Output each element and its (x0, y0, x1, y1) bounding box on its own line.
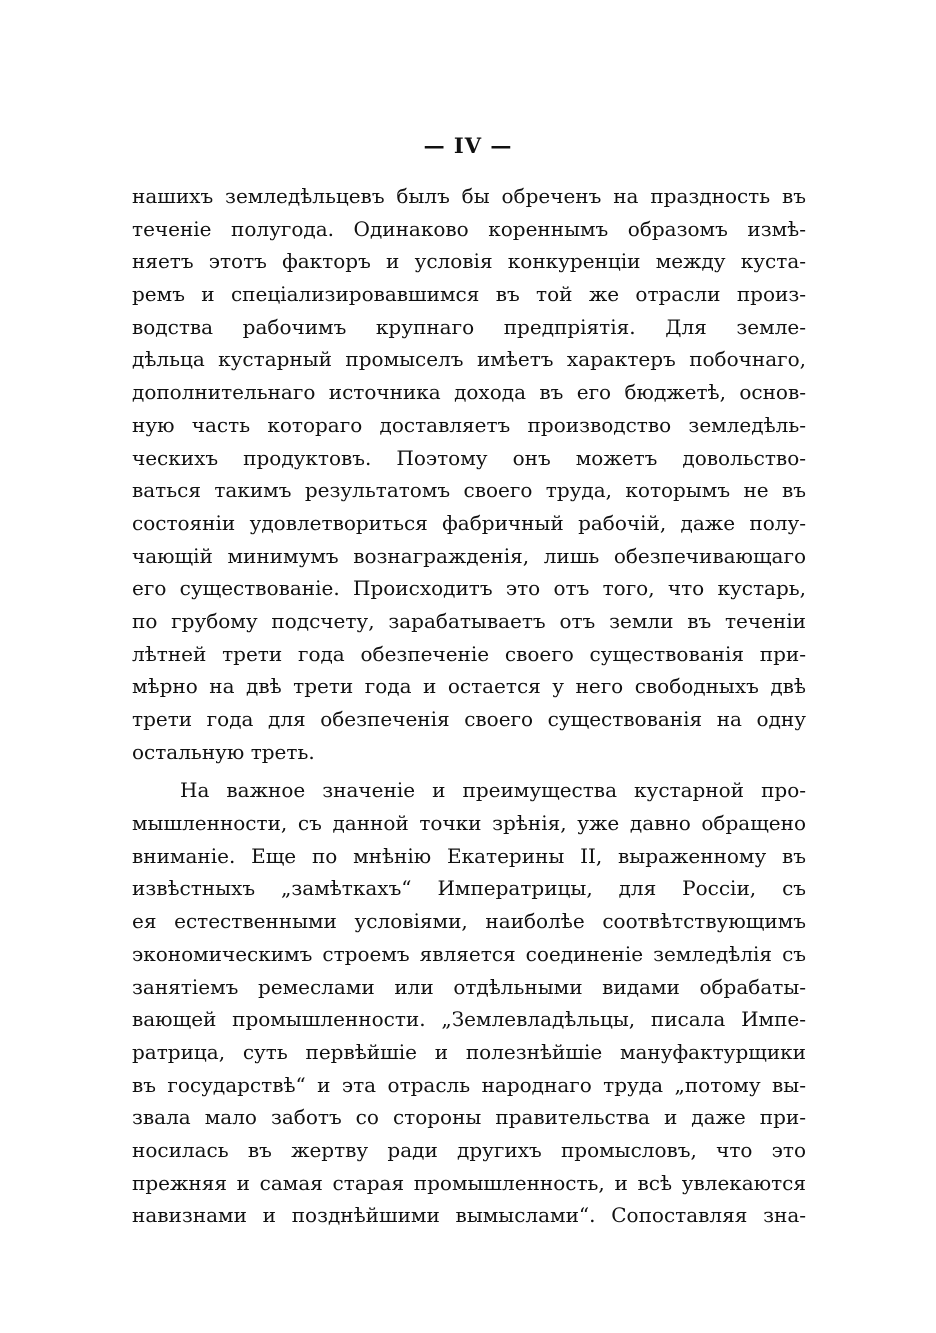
page-number: — IV — (423, 133, 513, 158)
text-line: экономическимъ строемъ является соединеніе земледѣлія съ (132, 941, 806, 966)
paragraph-2 (132, 774, 806, 1232)
text-line: ратрица, суть первѣйшіе и полезнѣйшіе мануфактурщики (132, 1039, 806, 1064)
paragraph-1 (132, 180, 806, 768)
text-line: мѣрно на двѣ трети года и остается у него свободныхъ двѣ (132, 674, 806, 699)
text-line: ремъ и спеціализировавшимся въ той же отрасли произ- (132, 282, 806, 307)
text-line: состояніи удовлетвориться фабричный рабочій, даже полу- (132, 510, 806, 535)
text-line: теченіе полугода. Одинаково кореннымъ образомъ измѣ- (132, 216, 806, 241)
text-line: носилась въ жертву ради другихъ промысловъ, что это (132, 1137, 806, 1162)
text-line: дополнительнаго источника дохода въ его бюджетѣ, основ- (132, 380, 806, 405)
text-line: лѣтней трети года обезпеченіе своего существованія при- (132, 641, 806, 666)
text-line: ваться такимъ результатомъ своего труда, которымъ не въ (132, 478, 806, 503)
body-text (132, 180, 806, 1232)
text-line: остальную треть. (132, 739, 315, 764)
text-line: ную часть котораго доставляетъ производство земледѣль- (132, 412, 806, 437)
text-line: дѣльца кустарный промыселъ имѣетъ характеръ побочнаго, (132, 347, 806, 372)
text-line: ческихъ продуктовъ. Поэтому онъ можетъ довольство- (132, 445, 806, 470)
text-line: вающей промышленности. „Землевладѣльцы, писала Импе- (132, 1007, 806, 1032)
text-line: въ государствѣ“ и эта отрасль народнаго труда „потому вы- (132, 1072, 806, 1097)
text-line: На важное значеніе и преимущества кустарной про- (180, 778, 806, 803)
text-line: прежняя и самая старая промышленность, и всѣ увлекаются (132, 1170, 806, 1195)
text-line: занятіемъ ремеслами или отдѣльными видами обрабаты- (132, 974, 806, 999)
text-line: чающій минимумъ вознагражденія, лишь обезпечивающаго (132, 543, 806, 568)
text-line: няетъ этотъ факторъ и условія конкуренціи между куста- (132, 249, 806, 274)
text-line: ея естественными условіями, наиболѣе соотвѣтствующимъ (132, 909, 806, 934)
text-line: навизнами и позднѣйшими вымыслами“. Сопоставляя зна- (132, 1203, 806, 1228)
text-line: вниманіе. Еще по мнѣнію Екатерины II, выраженному въ (132, 843, 806, 868)
text-line: водства рабочимъ крупнаго предпріятія. Для земле- (132, 314, 806, 339)
text-line: его существованіе. Происходитъ это отъ того, что кустарь, (132, 576, 806, 601)
text-line: извѣстныхъ „замѣткахъ“ Императрицы, для Россіи, съ (132, 876, 806, 901)
text-line: звала мало заботъ со стороны правительства и даже при- (132, 1105, 806, 1130)
text-line: по грубому подсчету, зарабатываетъ отъ земли въ теченіи (132, 608, 806, 633)
text-line: нашихъ земледѣльцевъ былъ бы обреченъ на праздность въ (132, 184, 806, 208)
text-line: трети года для обезпеченія своего существованія на одну (132, 707, 806, 731)
text-line: мышленности, съ данной точки зрѣнія, уже давно обращено (132, 811, 806, 836)
